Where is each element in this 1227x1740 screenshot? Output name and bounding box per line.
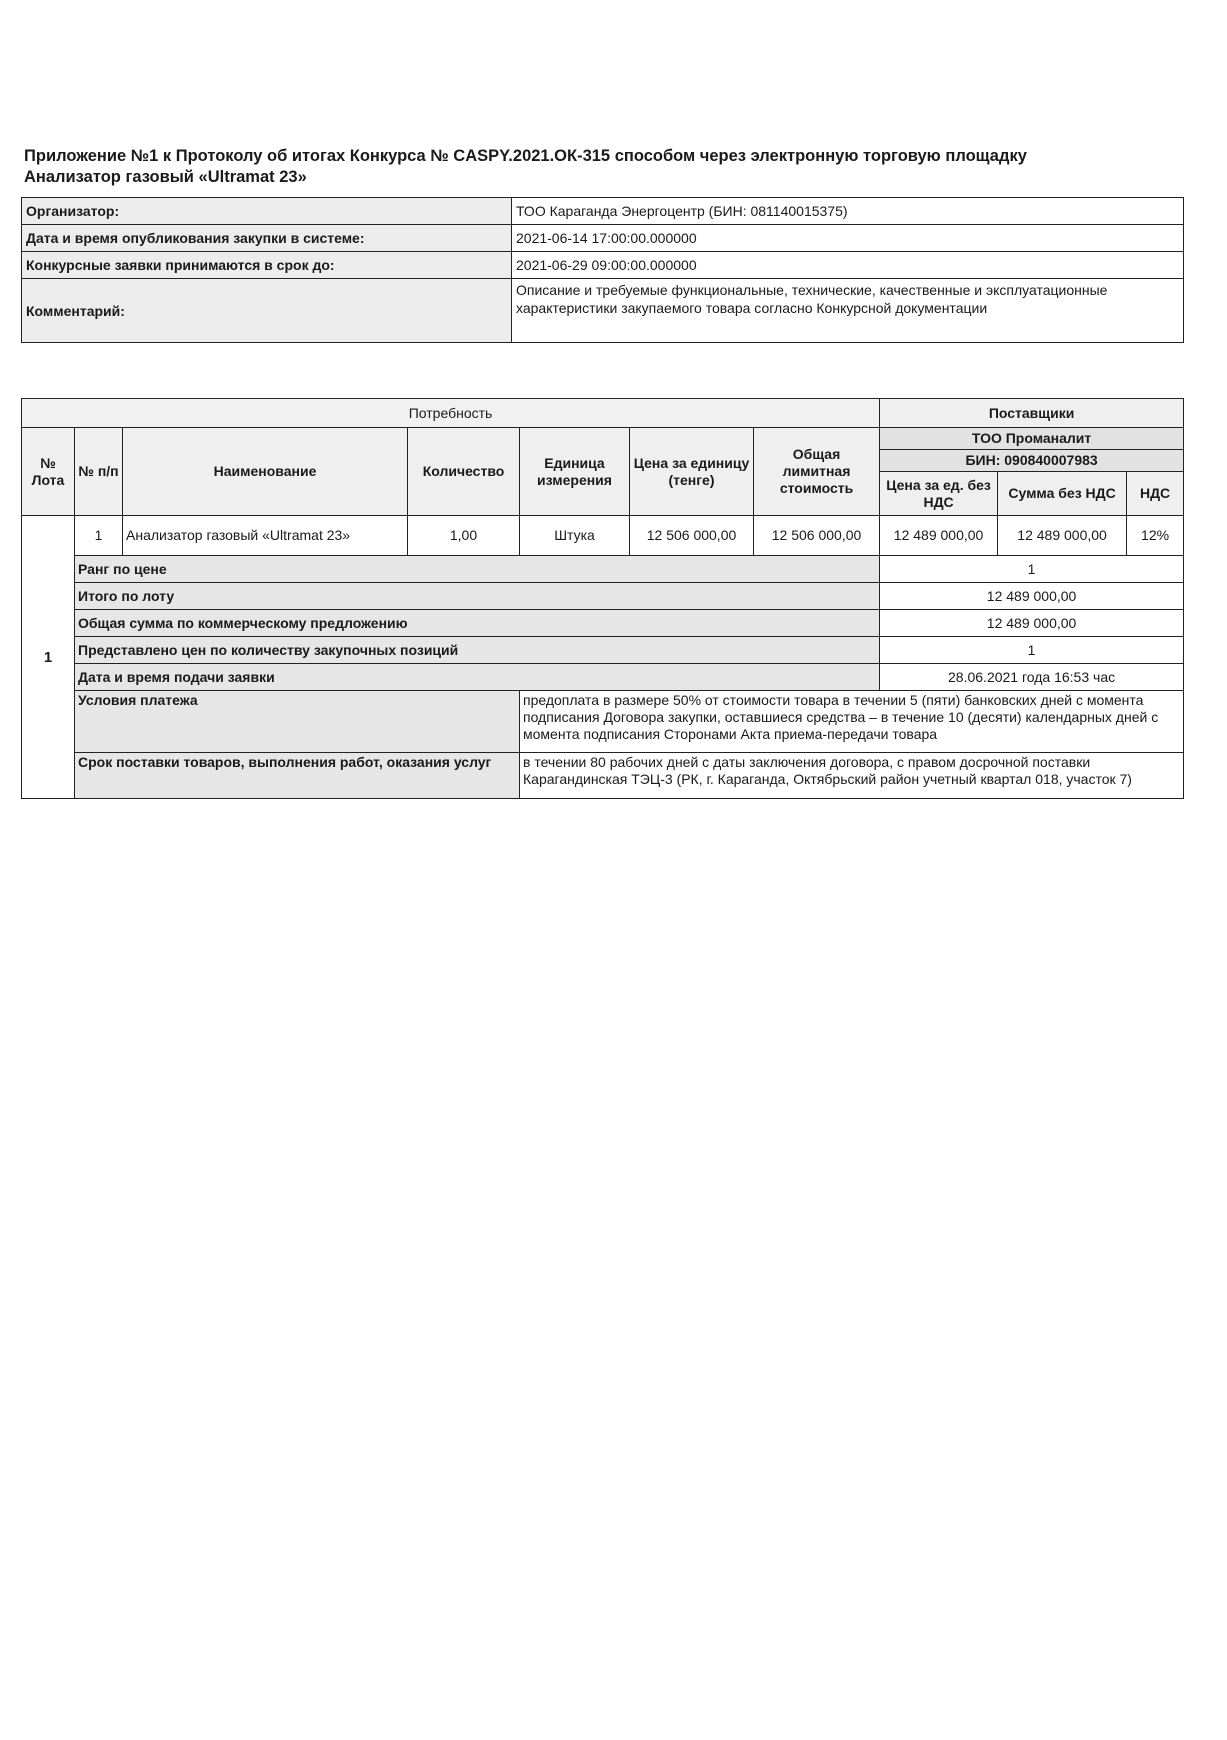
info-value: ТОО Караганда Энергоцентр (БИН: 081140015375) — [512, 198, 1184, 225]
summary-label: Общая сумма по коммерческому предложению — [75, 610, 880, 637]
terms-row — [22, 753, 1184, 799]
summary-row — [22, 583, 1184, 610]
col-name: Наименование — [123, 428, 408, 516]
col-unit-price: Цена за единицу (тенге) — [630, 428, 754, 516]
info-label: Комментарий: — [22, 279, 512, 343]
info-value: 2021-06-14 17:00:00.000000 — [512, 225, 1184, 252]
terms-label: Условия платежа — [75, 691, 520, 753]
info-row-deadline — [22, 252, 1184, 279]
summary-value: 1 — [880, 556, 1184, 583]
item-total-limit: 12 506 000,00 — [754, 516, 880, 556]
summary-label: Ранг по цене — [75, 556, 880, 583]
bids-table — [21, 398, 1184, 799]
col-supplier-vat: НДС — [1127, 472, 1184, 516]
supplier-sum: 12 489 000,00 — [998, 516, 1127, 556]
item-unit-price: 12 506 000,00 — [630, 516, 754, 556]
terms-value: предоплата в размере 50% от стоимости товара в течении 5 (пяти) банковских дней с момента подписания Договора закупки, оставшиеся средства – в течение 10 (десяти) календарных дней с момента подписания Сторонами Акта приема-передачи товара — [520, 691, 1184, 753]
terms-value: в течении 80 рабочих дней с даты заключения договора, с правом досрочной поставки Карагандинская ТЭЦ-3 (РК, г. Караганда, Октябрьский район учетный квартал 018, участок 7) — [520, 753, 1184, 799]
item-quantity: 1,00 — [408, 516, 520, 556]
lot-number: 1 — [22, 516, 75, 799]
need-header: Потребность — [22, 399, 880, 428]
table-row — [22, 516, 1184, 556]
summary-value: 12 489 000,00 — [880, 610, 1184, 637]
info-value: 2021-06-29 09:00:00.000000 — [512, 252, 1184, 279]
summary-value: 28.06.2021 года 16:53 час — [880, 664, 1184, 691]
summary-row — [22, 664, 1184, 691]
supplier-bin: БИН: 090840007983 — [880, 450, 1184, 472]
bids-group-header-row — [22, 399, 1184, 428]
supplier-vat: 12% — [1127, 516, 1184, 556]
info-label: Организатор: — [22, 198, 512, 225]
item-no: 1 — [75, 516, 123, 556]
summary-row — [22, 637, 1184, 664]
title-line-1: Приложение №1 к Протоколу об итогах Конкурса № CASPY.2021.ОК-315 способом через электронную торговую площадку — [24, 147, 1027, 165]
info-row-published — [22, 225, 1184, 252]
item-name: Анализатор газовый «Ultramat 23» — [123, 516, 408, 556]
suppliers-header: Поставщики — [880, 399, 1184, 428]
summary-row — [22, 610, 1184, 637]
item-unit: Штука — [520, 516, 630, 556]
info-row-comment — [22, 279, 1184, 343]
procurement-info-table — [21, 197, 1184, 343]
bids-header-row-1 — [22, 428, 1184, 450]
summary-label: Дата и время подачи заявки — [75, 664, 880, 691]
col-item-no: № п/п — [75, 428, 123, 516]
info-value: Описание и требуемые функциональные, технические, качественные и эксплуатационные характеристики закупаемого товара согласно Конкурсной документации — [512, 279, 1184, 343]
supplier-name: ТОО Проманалит — [880, 428, 1184, 450]
col-supplier-price: Цена за ед. без НДС — [880, 472, 998, 516]
terms-label: Срок поставки товаров, выполнения работ, оказания услуг — [75, 753, 520, 799]
title-line-2: Анализатор газовый «Ultramat 23» — [24, 168, 307, 186]
summary-label: Итого по лоту — [75, 583, 880, 610]
col-quantity: Количество — [408, 428, 520, 516]
summary-row — [22, 556, 1184, 583]
terms-row — [22, 691, 1184, 753]
info-label: Дата и время опубликования закупки в системе: — [22, 225, 512, 252]
info-row-organizer — [22, 198, 1184, 225]
supplier-price: 12 489 000,00 — [880, 516, 998, 556]
summary-label: Представлено цен по количеству закупочных позиций — [75, 637, 880, 664]
summary-value: 1 — [880, 637, 1184, 664]
col-unit: Единица измерения — [520, 428, 630, 516]
info-label: Конкурсные заявки принимаются в срок до: — [22, 252, 512, 279]
col-supplier-sum: Сумма без НДС — [998, 472, 1127, 516]
document-title — [24, 146, 1204, 188]
col-total-limit: Общая лимитная стоимость — [754, 428, 880, 516]
summary-value: 12 489 000,00 — [880, 583, 1184, 610]
col-lot-no: № Лота — [22, 428, 75, 516]
